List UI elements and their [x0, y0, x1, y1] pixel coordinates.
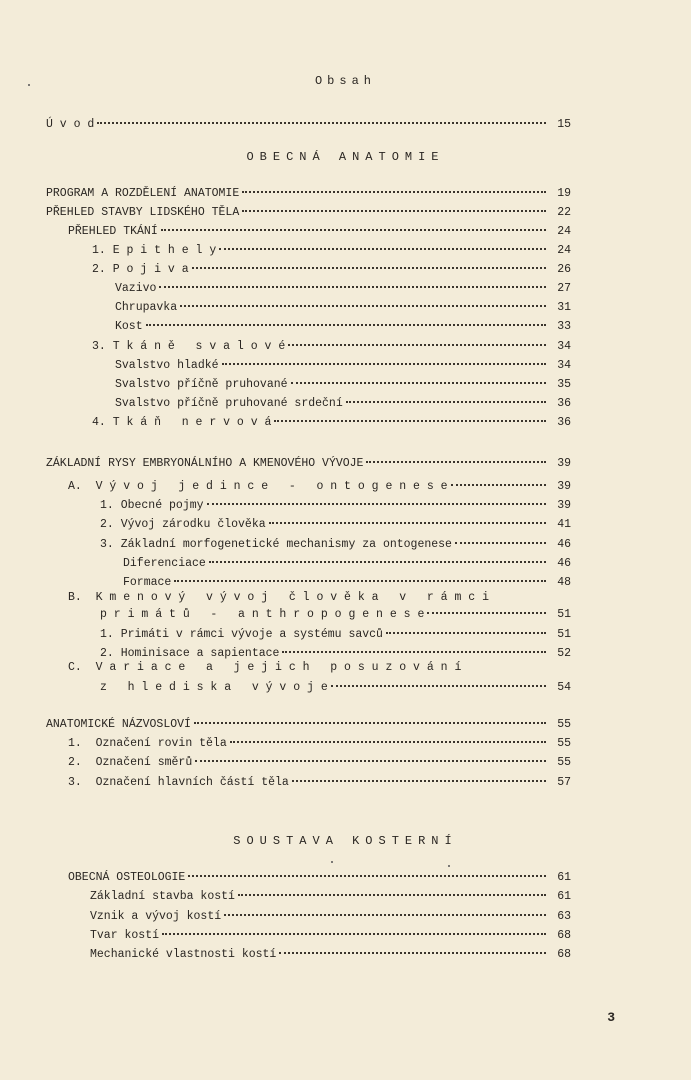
toc-label: PŘEHLED TKÁNÍ	[68, 225, 158, 238]
toc-entry	[92, 411, 571, 427]
toc-entry	[46, 452, 571, 468]
dot-leader	[292, 768, 546, 782]
dot-leader	[291, 370, 546, 384]
dot-leader	[282, 639, 546, 653]
toc-page: 39	[557, 457, 571, 470]
toc-page: 55	[557, 756, 571, 769]
toc-label: Svalstvo hladké	[115, 359, 219, 372]
toc-entry	[115, 277, 571, 293]
toc-entry	[115, 373, 571, 389]
dot-leader	[207, 491, 546, 505]
toc-page: 22	[557, 206, 571, 219]
dot-leader	[195, 748, 546, 762]
toc-label: Ú v o d	[46, 118, 95, 131]
toc-label: 3. T k á n ě s v a l o v é	[92, 340, 286, 353]
toc-page: 68	[557, 948, 571, 961]
toc-label: 1. Primáti v rámci vývoje a systému savců	[100, 628, 383, 641]
toc-page: 35	[557, 378, 571, 391]
toc-label: 2. Označení směrů	[68, 756, 193, 769]
toc-label: 4. T k á ň n e r v o v á	[92, 416, 272, 429]
paper-fleck	[28, 84, 30, 86]
toc-entry	[100, 494, 571, 510]
toc-page: 19	[557, 187, 571, 200]
dot-leader	[346, 389, 546, 403]
toc-label: Diferenciace	[123, 557, 206, 570]
toc-page: 24	[557, 244, 571, 257]
toc-entry	[68, 732, 571, 748]
toc-label: Základní stavba kostí	[90, 890, 235, 903]
toc-entry	[100, 513, 571, 529]
dot-leader	[238, 882, 546, 896]
toc-page: 46	[557, 538, 571, 551]
toc-entry	[92, 239, 571, 255]
toc-label: PROGRAM A ROZDĚLENÍ ANATOMIE	[46, 187, 240, 200]
toc-entry	[46, 713, 571, 729]
toc-label: z h l e d i s k a v ý v o j e	[100, 681, 328, 694]
paper-fleck	[448, 865, 450, 867]
toc-page: 24	[557, 225, 571, 238]
toc-label: Vznik a vývoj kostí	[90, 910, 222, 923]
toc-entry	[68, 220, 571, 236]
toc-entry	[90, 924, 571, 940]
toc-entry-b-line1: B. K m e n o v ý v ý v o j č l o v ě k a v r á m c i	[68, 591, 489, 604]
toc-entry	[100, 533, 571, 549]
toc-label: Chrupavka	[115, 301, 178, 314]
dot-leader	[366, 449, 546, 463]
toc-entry	[46, 201, 571, 217]
dot-leader	[192, 255, 546, 269]
toc-entry	[115, 392, 571, 408]
toc-entry	[92, 335, 571, 351]
toc-entry	[100, 642, 571, 658]
toc-page: 41	[557, 518, 571, 531]
toc-label: Svalstvo příčně pruhované	[115, 378, 288, 391]
toc-page: 39	[557, 499, 571, 512]
toc-entry-c-line1: C. V a r i a c e a j e j i c h p o s u z o v á n í	[68, 661, 462, 674]
toc-entry	[90, 943, 571, 959]
toc-label: Vazivo	[115, 282, 157, 295]
toc-entry	[68, 771, 571, 787]
toc-label: ANATOMICKÉ NÁZVOSLOVÍ	[46, 718, 191, 731]
toc-page: 26	[557, 263, 571, 276]
toc-label: Formace	[123, 576, 172, 589]
toc-entry	[123, 571, 571, 587]
toc-page: 51	[557, 608, 571, 621]
toc-entry	[92, 258, 571, 274]
toc-page: 51	[557, 628, 571, 641]
toc-page: 27	[557, 282, 571, 295]
toc-label: PŘEHLED STAVBY LIDSKÉHO TĚLA	[46, 206, 240, 219]
toc-page: 33	[557, 320, 571, 333]
dot-leader	[174, 568, 546, 582]
dot-leader	[288, 332, 546, 346]
toc-label: 2. P o j i v a	[92, 263, 189, 276]
toc-label: 2. Vývoj zárodku člověka	[100, 518, 266, 531]
toc-page: 55	[557, 718, 571, 731]
toc-page: 36	[557, 416, 571, 429]
dot-leader	[162, 921, 546, 935]
toc-page: 63	[557, 910, 571, 923]
toc-label: A. V ý v o j j e d i n c e - o n t o g e n e s e	[68, 480, 448, 493]
dot-leader	[455, 530, 546, 544]
toc-entry	[115, 296, 571, 312]
toc-entry	[123, 552, 571, 568]
toc-entry-intro	[46, 113, 571, 129]
toc-label: p r i m á t ů - a n t h r o p o g e n e s e	[100, 608, 425, 621]
toc-entry	[115, 354, 571, 370]
toc-page: 15	[557, 118, 571, 131]
toc-label: OBECNÁ OSTEOLOGIE	[68, 871, 186, 884]
toc-entry	[100, 676, 571, 692]
dot-leader	[242, 179, 546, 193]
toc-page: 61	[557, 871, 571, 884]
dot-leader	[219, 236, 546, 250]
toc-entry	[100, 603, 571, 619]
toc-page: 31	[557, 301, 571, 314]
dot-leader	[97, 110, 546, 124]
dot-leader	[386, 620, 546, 634]
toc-page: 34	[557, 340, 571, 353]
toc-label: Mechanické vlastnosti kostí	[90, 948, 277, 961]
dot-leader	[209, 549, 546, 563]
dot-leader	[159, 274, 546, 288]
toc-page: 52	[557, 647, 571, 660]
dot-leader	[146, 312, 546, 326]
toc-page: 46	[557, 557, 571, 570]
page-title: Obsah	[314, 74, 376, 88]
toc-entry	[90, 885, 571, 901]
toc-page: 55	[557, 737, 571, 750]
toc-page: 57	[557, 776, 571, 789]
dot-leader	[188, 863, 546, 877]
toc-entry	[90, 905, 571, 921]
dot-leader	[194, 710, 546, 724]
dot-leader	[331, 673, 546, 687]
toc-page: 39	[557, 480, 571, 493]
toc-entry	[100, 623, 571, 639]
dot-leader	[269, 510, 546, 524]
toc-page: 68	[557, 929, 571, 942]
page-number: 3	[607, 1010, 615, 1025]
toc-entry	[68, 866, 571, 882]
dot-leader	[161, 217, 546, 231]
toc-page: 48	[557, 576, 571, 589]
dot-leader	[230, 729, 546, 743]
toc-page: 54	[557, 681, 571, 694]
dot-leader	[274, 408, 546, 422]
toc-label: 1. E p i t h e l y	[92, 244, 217, 257]
toc-label: 3. Označení hlavních částí těla	[68, 776, 289, 789]
toc-entry	[68, 475, 571, 491]
toc-page: 34	[557, 359, 571, 372]
dot-leader	[279, 940, 546, 954]
section-heading-obecna: OBECNÁ ANATOMIE	[246, 150, 445, 164]
dot-leader	[222, 351, 546, 365]
toc-label: 1. Označení rovin těla	[68, 737, 227, 750]
toc-label: Kost	[115, 320, 143, 333]
toc-entry	[46, 182, 571, 198]
dot-leader	[242, 198, 546, 212]
toc-label: 1. Obecné pojmy	[100, 499, 204, 512]
section-heading-soustava: SOUSTAVA KOSTERNÍ	[233, 834, 458, 848]
dot-leader	[451, 472, 546, 486]
paper-fleck	[331, 861, 333, 863]
toc-label: 3. Základní morfogenetické mechanismy za ontogenese	[100, 538, 452, 551]
toc-page: 36	[557, 397, 571, 410]
toc-entry	[68, 751, 571, 767]
dot-leader	[224, 902, 546, 916]
toc-label: Svalstvo příčně pruhované srdeční	[115, 397, 343, 410]
toc-page: 61	[557, 890, 571, 903]
toc-entry	[115, 315, 571, 331]
toc-label: 2. Hominisace a sapientace	[100, 647, 280, 660]
toc-label: ZÁKLADNÍ RYSY EMBRYONÁLNÍHO A KMENOVÉHO VÝVOJE	[46, 457, 364, 470]
dot-leader	[180, 293, 546, 307]
toc-label: Tvar kostí	[90, 929, 160, 942]
